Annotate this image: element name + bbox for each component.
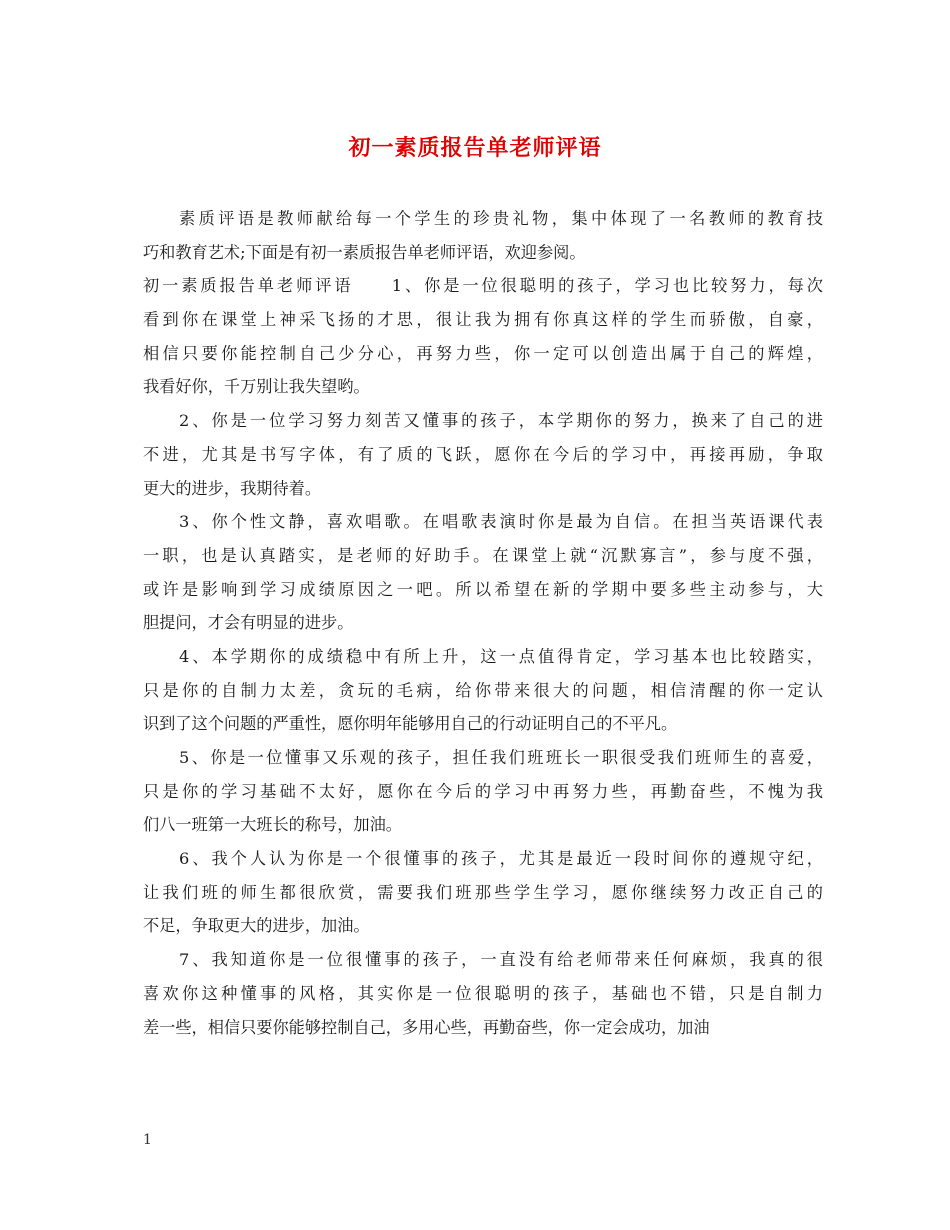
text-line: 我看好你，千万别让我失望哟。 bbox=[143, 377, 370, 397]
text-line: 3、你个性文静，喜欢唱歌。在唱歌表演时你是最为自信。在担当英语课代表 bbox=[179, 512, 823, 532]
text-line: 只是你的自制力太差，贪玩的毛病，给你带来很大的问题，相信清醒的你一定认 bbox=[143, 680, 823, 700]
text-line: 巧和教育艺术;下面是有初一素质报告单老师评语，欢迎参阅。 bbox=[143, 242, 586, 262]
text-line: 看到你在课堂上神采飞扬的才思，很让我为拥有你真这样的学生而骄傲，自豪， bbox=[143, 310, 823, 330]
text-line: 更大的进步，我期待着。 bbox=[143, 478, 322, 498]
page-number: 1 bbox=[143, 1132, 152, 1148]
text-line: 素质评语是教师献给每一个学生的珍贵礼物，集中体现了一名教师的教育技 bbox=[179, 209, 823, 228]
text-line: 胆提问，才会有明显的进步。 bbox=[143, 613, 354, 633]
text-line: 6、我个人认为你是一个很懂事的孩子，尤其是最近一段时间你的遵规守纪， bbox=[179, 849, 823, 869]
text-line: 初一素质报告单老师评语 1、你是一位很聪明的孩子，学习也比较努力，每次 bbox=[143, 276, 823, 296]
text-line: 5、你是一位懂事又乐观的孩子，担任我们班班长一职很受我们班师生的喜爱， bbox=[179, 748, 823, 767]
text-line: 差一些，相信只要你能够控制自己，多用心些，再勤奋些，你一定会成功，加油 bbox=[143, 1017, 710, 1037]
text-line: 识到了这个问题的严重性，愿你明年能够用自己的行动证明自己的不平凡。 bbox=[143, 714, 678, 734]
text-line: 只是你的学习基础不太好，愿你在今后的学习中再努力些，再勤奋些，不愧为我 bbox=[143, 781, 823, 801]
text-line: 喜欢你这种懂事的风格，其实你是一位很聪明的孩子，基础也不错，只是自制力 bbox=[143, 983, 823, 1003]
text-line: 7、我知道你是一位很懂事的孩子，一直没有给老师带来任何麻烦，我真的很 bbox=[179, 950, 823, 970]
text-line: 让我们班的师生都很欣赏，需要我们班那些学生学习，愿你继续努力改正自己的 bbox=[143, 882, 823, 902]
text-line: 不进，尤其是书写字体，有了质的飞跃，愿你在今后的学习中，再接再励，争取 bbox=[143, 444, 823, 464]
text-line: 或许是影响到学习成绩原因之一吧。所以希望在新的学期中要多些主动参与，大 bbox=[143, 579, 823, 599]
text-line: 2、你是一位学习努力刻苦又懂事的孩子，本学期你的努力，换来了自己的进 bbox=[179, 411, 823, 431]
text-line: 不足，争取更大的进步，加油。 bbox=[143, 916, 370, 936]
text-line: 一职，也是认真踏实，是老师的好助手。在课堂上就“沉默寡言”，参与度不强， bbox=[143, 545, 823, 565]
text-line: 4、本学期你的成绩稳中有所上升，这一点值得肯定，学习基本也比较踏实， bbox=[179, 646, 823, 666]
text-line: 们八一班第一大班长的称号，加油。 bbox=[143, 815, 402, 835]
text-line: 相信只要你能控制自己少分心，再努力些，你一定可以创造出属于自己的辉煌， bbox=[143, 343, 823, 363]
document-title: 初一素质报告单老师评语 bbox=[348, 135, 602, 161]
document-body bbox=[143, 202, 823, 1044]
